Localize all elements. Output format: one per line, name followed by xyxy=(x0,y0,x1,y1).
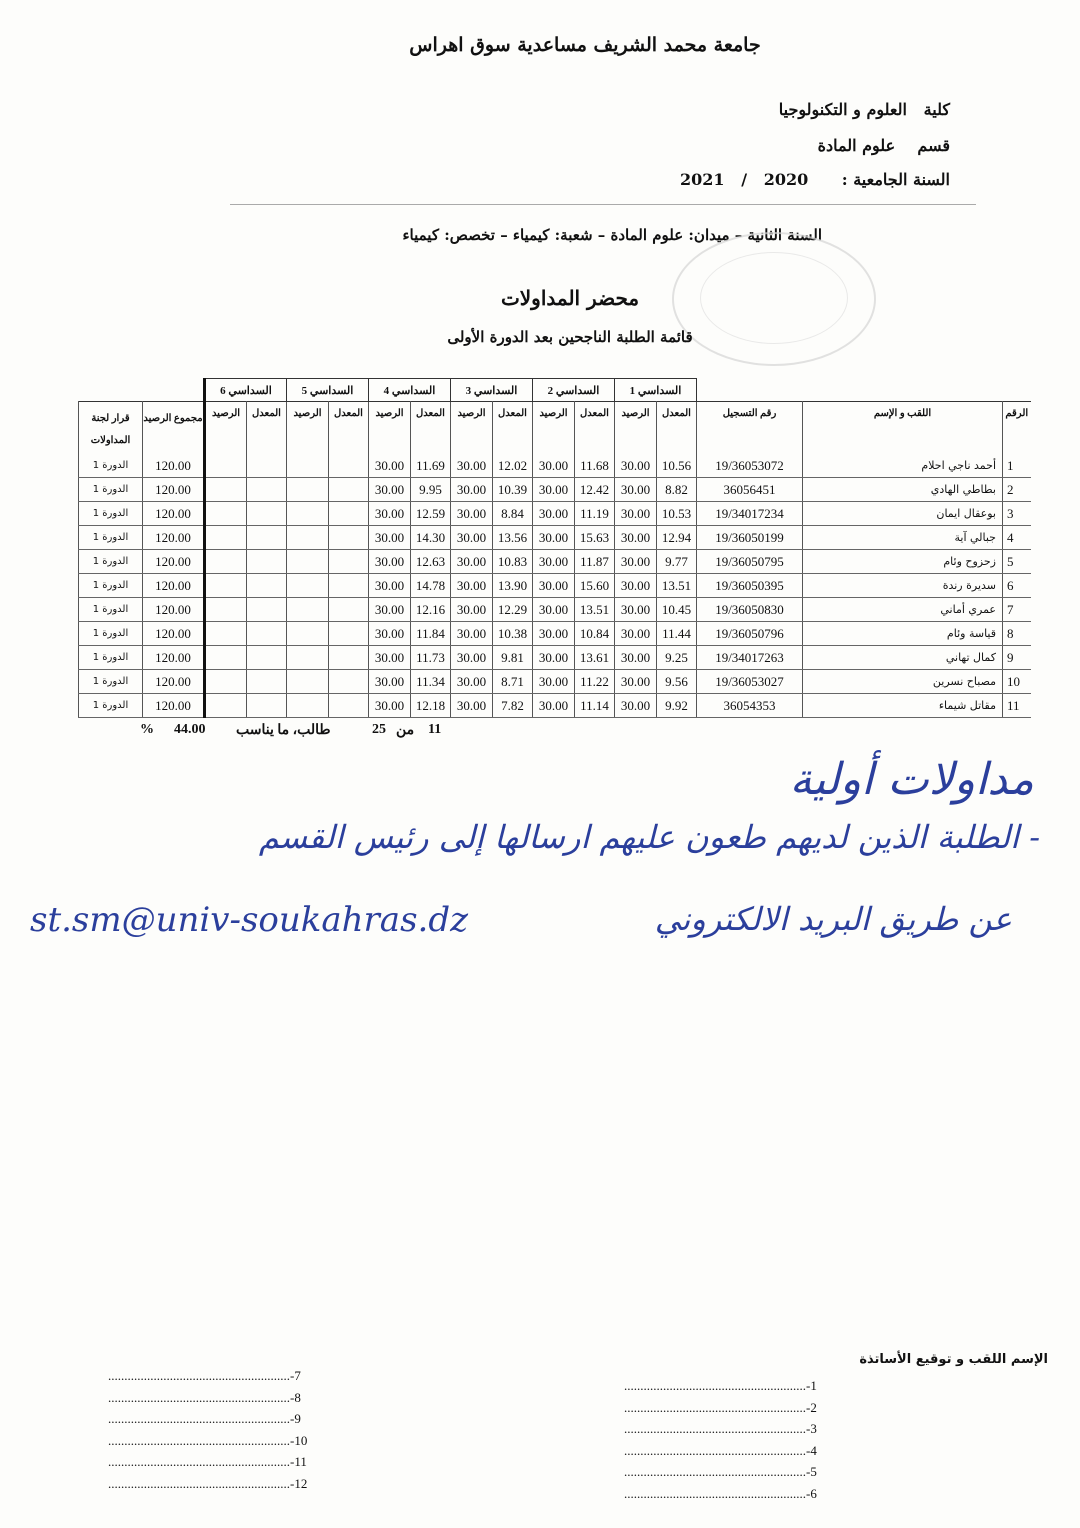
s2-avg-cell: 12.42 xyxy=(575,478,615,502)
s2-avg-cell: 15.63 xyxy=(575,526,615,550)
table-row xyxy=(79,646,1031,670)
signature-line xyxy=(108,1433,307,1449)
signature-line xyxy=(624,1464,817,1480)
registration-cell: 19/36050796 xyxy=(697,622,803,646)
index-cell: 1 xyxy=(1003,454,1031,478)
decision-cell: الدورة 1 xyxy=(79,574,143,598)
s3-credits-cell: 30.00 xyxy=(451,502,493,526)
total-credits-cell: 120.00 xyxy=(143,574,205,598)
passed-count: 11 xyxy=(428,722,442,737)
total-credits-cell: 120.00 xyxy=(143,694,205,718)
signature-number: -6 xyxy=(806,1486,817,1501)
year-label: السنة الجامعية : xyxy=(841,170,950,189)
s5-avg-header: المعدل xyxy=(329,402,369,455)
s3-avg-cell: 10.39 xyxy=(493,478,533,502)
s6-credits-cell xyxy=(205,478,247,502)
registration-cell: 19/36050830 xyxy=(697,598,803,622)
s5-avg-cell xyxy=(329,646,369,670)
s6-credits-cell xyxy=(205,598,247,622)
index-cell: 4 xyxy=(1003,526,1031,550)
s6-credits-cell xyxy=(205,646,247,670)
col-decision-header: قرار لجنة المداولات xyxy=(79,402,143,455)
s4-avg-cell: 14.78 xyxy=(411,574,451,598)
s6-avg-cell xyxy=(247,454,287,478)
student-name-cell: عمري أماني xyxy=(803,598,1003,622)
s1-avg-cell: 10.56 xyxy=(657,454,697,478)
s1-credits-cell: 30.00 xyxy=(615,670,657,694)
s5-avg-cell xyxy=(329,670,369,694)
s5-avg-cell xyxy=(329,502,369,526)
decision-cell: الدورة 1 xyxy=(79,622,143,646)
academic-year-line xyxy=(680,170,950,189)
s5-credits-cell xyxy=(287,550,329,574)
s2-avg-cell: 15.60 xyxy=(575,574,615,598)
table-row xyxy=(79,454,1031,478)
s3-credits-header: الرصيد xyxy=(451,402,493,455)
s2-credits-cell: 30.00 xyxy=(533,598,575,622)
student-name-cell: بطاطي الهادي xyxy=(803,478,1003,502)
total-credits-cell: 120.00 xyxy=(143,478,205,502)
registration-cell: 19/34017234 xyxy=(697,502,803,526)
signature-number: -5 xyxy=(806,1464,817,1480)
s1-credits-cell: 30.00 xyxy=(615,694,657,718)
signature-dots: ........................................................ xyxy=(624,1399,806,1415)
table-row xyxy=(79,574,1031,598)
s5-credits-cell xyxy=(287,598,329,622)
s1-credits-header: الرصيد xyxy=(615,402,657,455)
signature-dots: ........................................................ xyxy=(624,1378,806,1393)
total-credits-cell: 120.00 xyxy=(143,526,205,550)
s2-avg-cell: 11.14 xyxy=(575,694,615,718)
total-credits-cell: 120.00 xyxy=(143,670,205,694)
s3-avg-header: المعدل xyxy=(493,402,533,455)
s1-avg-cell: 9.56 xyxy=(657,670,697,694)
s6-credits-cell xyxy=(205,550,247,574)
signature-line xyxy=(624,1400,817,1416)
decision-cell: الدورة 1 xyxy=(79,598,143,622)
student-name-cell: بوعقال ايمان xyxy=(803,502,1003,526)
semester-3-header: السداسي 3 xyxy=(451,379,533,402)
signature-line xyxy=(624,1378,817,1394)
s6-credits-cell xyxy=(205,502,247,526)
signature-line xyxy=(108,1411,301,1427)
registration-cell: 19/36050795 xyxy=(697,550,803,574)
s4-credits-cell: 30.00 xyxy=(369,574,411,598)
s2-avg-cell: 11.19 xyxy=(575,502,615,526)
s2-credits-header: الرصيد xyxy=(533,402,575,455)
signature-dots: ........................................................ xyxy=(108,1454,290,1470)
student-name-cell: زحزوح وئام xyxy=(803,550,1003,574)
s2-avg-cell: 11.22 xyxy=(575,670,615,694)
s3-credits-cell: 30.00 xyxy=(451,694,493,718)
header-divider xyxy=(230,204,976,205)
s2-credits-cell: 30.00 xyxy=(533,478,575,502)
s4-credits-cell: 30.00 xyxy=(369,550,411,574)
registration-cell: 19/36053072 xyxy=(697,454,803,478)
student-name-cell: جبالي آية xyxy=(803,526,1003,550)
signature-dots: ........................................................ xyxy=(108,1368,290,1383)
s1-credits-cell: 30.00 xyxy=(615,526,657,550)
s4-avg-cell: 11.73 xyxy=(411,646,451,670)
department-label: قسم xyxy=(917,136,950,155)
s3-avg-cell: 12.29 xyxy=(493,598,533,622)
table-row xyxy=(79,478,1031,502)
table-row xyxy=(79,526,1031,550)
table-row xyxy=(79,598,1031,622)
signature-dots: ........................................................ xyxy=(108,1432,290,1448)
s3-credits-cell: 30.00 xyxy=(451,526,493,550)
student-name-cell: سديرة رندة xyxy=(803,574,1003,598)
signature-dots: ........................................................ xyxy=(108,1411,290,1427)
student-name-cell: مصباح نسرين xyxy=(803,670,1003,694)
s1-credits-cell: 30.00 xyxy=(615,598,657,622)
s3-avg-cell: 12.02 xyxy=(493,454,533,478)
index-cell: 3 xyxy=(1003,502,1031,526)
signature-dots: ........................................................ xyxy=(108,1476,290,1491)
registration-cell: 19/36053027 xyxy=(697,670,803,694)
s1-avg-cell: 9.77 xyxy=(657,550,697,574)
signature-dots: ........................................................ xyxy=(108,1389,290,1405)
table-row xyxy=(79,670,1031,694)
s6-credits-cell xyxy=(205,670,247,694)
s3-credits-cell: 30.00 xyxy=(451,550,493,574)
program-line: السنة الثانية – ميدان: علوم المادة – شعبة: كيمياء – تخصص: كيمياء xyxy=(402,226,822,244)
s6-avg-cell xyxy=(247,646,287,670)
s6-avg-cell xyxy=(247,574,287,598)
s2-credits-cell: 30.00 xyxy=(533,622,575,646)
s4-credits-cell: 30.00 xyxy=(369,502,411,526)
s1-avg-cell: 9.25 xyxy=(657,646,697,670)
signature-line xyxy=(108,1390,301,1406)
s3-avg-cell: 8.71 xyxy=(493,670,533,694)
s2-credits-cell: 30.00 xyxy=(533,550,575,574)
document-subtitle: قائمة الطلبة الناجحين بعد الدورة الأولى xyxy=(447,328,693,346)
decision-cell: الدورة 1 xyxy=(79,646,143,670)
index-cell: 10 xyxy=(1003,670,1031,694)
student-name-cell: كمال تهاني xyxy=(803,646,1003,670)
s5-avg-cell xyxy=(329,478,369,502)
s2-credits-cell: 30.00 xyxy=(533,670,575,694)
s5-credits-cell xyxy=(287,670,329,694)
decision-cell: الدورة 1 xyxy=(79,694,143,718)
s5-credits-cell xyxy=(287,694,329,718)
handwritten-email: st.sm@univ-soukahras.dz xyxy=(30,900,469,940)
s1-avg-cell: 11.44 xyxy=(657,622,697,646)
s3-avg-cell: 13.90 xyxy=(493,574,533,598)
semester-1-header: السداسي 1 xyxy=(615,379,697,402)
year-start: 2020 xyxy=(763,170,809,189)
s3-avg-cell: 13.56 xyxy=(493,526,533,550)
index-cell: 7 xyxy=(1003,598,1031,622)
signature-number: -7 xyxy=(290,1368,301,1383)
table-row xyxy=(79,502,1031,526)
student-name-cell: أحمد ناجي احلام xyxy=(803,454,1003,478)
s5-credits-cell xyxy=(287,526,329,550)
total-credits-cell: 120.00 xyxy=(143,646,205,670)
s3-avg-cell: 8.84 xyxy=(493,502,533,526)
s4-avg-cell: 12.18 xyxy=(411,694,451,718)
s3-avg-cell: 9.81 xyxy=(493,646,533,670)
col-index-header: الرقم xyxy=(1003,402,1031,455)
s4-avg-cell: 12.16 xyxy=(411,598,451,622)
s3-avg-cell: 10.83 xyxy=(493,550,533,574)
s1-avg-cell: 10.53 xyxy=(657,502,697,526)
s6-avg-cell xyxy=(247,670,287,694)
s3-credits-cell: 30.00 xyxy=(451,478,493,502)
percent-value: 44.00 xyxy=(174,722,206,737)
semester-header-row xyxy=(79,379,1031,402)
s5-avg-cell xyxy=(329,526,369,550)
s4-avg-cell: 11.69 xyxy=(411,454,451,478)
s1-credits-cell: 30.00 xyxy=(615,502,657,526)
signature-line xyxy=(624,1421,817,1437)
student-name-cell: قياسة وئام xyxy=(803,622,1003,646)
col-total-header: مجموع الرصيد xyxy=(143,402,205,455)
signature-number: -10 xyxy=(290,1432,308,1448)
s2-credits-cell: 30.00 xyxy=(533,574,575,598)
handwritten-title: مداولات أولية xyxy=(789,754,1034,805)
s4-credits-cell: 30.00 xyxy=(369,670,411,694)
signature-line xyxy=(108,1454,307,1470)
handwritten-line-2: عن طريق البريد الالكتروني xyxy=(654,900,1012,938)
signature-line xyxy=(624,1486,817,1502)
s4-credits-header: الرصيد xyxy=(369,402,411,455)
registration-cell: 36056451 xyxy=(697,478,803,502)
s6-avg-cell xyxy=(247,526,287,550)
semester-6-header: السداسي 6 xyxy=(205,379,287,402)
column-header-row xyxy=(79,402,1031,455)
table-row xyxy=(79,694,1031,718)
s4-avg-cell: 12.59 xyxy=(411,502,451,526)
s5-credits-cell xyxy=(287,622,329,646)
s1-credits-cell: 30.00 xyxy=(615,550,657,574)
registration-cell: 19/36050395 xyxy=(697,574,803,598)
s6-credits-cell xyxy=(205,454,247,478)
signature-number: -12 xyxy=(290,1476,308,1491)
s6-credits-cell xyxy=(205,526,247,550)
faculty-label: كلية xyxy=(923,100,950,119)
signature-dots: ........................................................ xyxy=(624,1421,806,1437)
faculty-line xyxy=(779,100,950,119)
s5-credits-cell xyxy=(287,574,329,598)
s1-avg-cell: 12.94 xyxy=(657,526,697,550)
total-credits-cell: 120.00 xyxy=(143,598,205,622)
document-title: محضر المداولات xyxy=(500,286,640,310)
registration-cell: 36054353 xyxy=(697,694,803,718)
s5-avg-cell xyxy=(329,550,369,574)
decision-cell: الدورة 1 xyxy=(79,670,143,694)
s4-avg-cell: 12.63 xyxy=(411,550,451,574)
signature-number: -9 xyxy=(290,1411,301,1427)
signature-dots: ........................................................ xyxy=(624,1442,806,1458)
s2-avg-cell: 10.84 xyxy=(575,622,615,646)
s3-avg-cell: 10.38 xyxy=(493,622,533,646)
department-value: علوم المادة xyxy=(817,136,896,155)
s6-avg-cell xyxy=(247,550,287,574)
decision-cell: الدورة 1 xyxy=(79,502,143,526)
s6-avg-cell xyxy=(247,478,287,502)
s5-avg-cell xyxy=(329,622,369,646)
s1-avg-cell: 13.51 xyxy=(657,574,697,598)
signature-number: -4 xyxy=(806,1442,817,1458)
signature-dots: ........................................................ xyxy=(624,1486,806,1501)
s3-credits-cell: 30.00 xyxy=(451,454,493,478)
year-separator: / xyxy=(741,170,748,189)
s5-avg-cell xyxy=(329,454,369,478)
index-cell: 2 xyxy=(1003,478,1031,502)
semester-4-header: السداسي 4 xyxy=(369,379,451,402)
s2-credits-cell: 30.00 xyxy=(533,454,575,478)
signature-line xyxy=(108,1368,301,1384)
s2-avg-cell: 13.61 xyxy=(575,646,615,670)
decision-cell: الدورة 1 xyxy=(79,526,143,550)
handwritten-line-1: - الطلبة الذين لديهم طعون عليهم ارسالها إلى رئيس القسم xyxy=(258,818,1040,856)
s1-avg-cell: 9.92 xyxy=(657,694,697,718)
s5-avg-cell xyxy=(329,574,369,598)
decision-cell: الدورة 1 xyxy=(79,478,143,502)
table-row xyxy=(79,550,1031,574)
faculty-value: العلوم و التكنولوجيا xyxy=(778,100,907,119)
col-name-header: اللقب و الإسم xyxy=(803,402,1003,455)
s2-avg-header: المعدل xyxy=(575,402,615,455)
semester-2-header: السداسي 2 xyxy=(533,379,615,402)
s3-avg-cell: 7.82 xyxy=(493,694,533,718)
s1-credits-cell: 30.00 xyxy=(615,622,657,646)
total-credits-cell: 120.00 xyxy=(143,550,205,574)
decision-cell: الدورة 1 xyxy=(79,454,143,478)
s1-avg-header: المعدل xyxy=(657,402,697,455)
s4-credits-cell: 30.00 xyxy=(369,454,411,478)
of-label: من xyxy=(396,723,415,738)
s5-credits-cell xyxy=(287,454,329,478)
s1-avg-cell: 10.45 xyxy=(657,598,697,622)
s1-avg-cell: 8.82 xyxy=(657,478,697,502)
s4-avg-cell: 9.95 xyxy=(411,478,451,502)
percent-sign: % xyxy=(140,722,154,737)
total-credits-cell: 120.00 xyxy=(143,622,205,646)
table-row xyxy=(79,622,1031,646)
s6-credits-cell xyxy=(205,622,247,646)
s6-avg-header: المعدل xyxy=(247,402,287,455)
s3-credits-cell: 30.00 xyxy=(451,670,493,694)
s2-credits-cell: 30.00 xyxy=(533,502,575,526)
signature-number: -11 xyxy=(290,1454,307,1470)
index-cell: 5 xyxy=(1003,550,1031,574)
s3-credits-cell: 30.00 xyxy=(451,574,493,598)
index-cell: 11 xyxy=(1003,694,1031,718)
index-cell: 8 xyxy=(1003,622,1031,646)
total-students: 25 xyxy=(372,722,386,737)
s2-credits-cell: 30.00 xyxy=(533,694,575,718)
s5-avg-cell xyxy=(329,694,369,718)
s4-credits-cell: 30.00 xyxy=(369,598,411,622)
s2-avg-cell: 13.51 xyxy=(575,598,615,622)
signature-number: -1 xyxy=(806,1378,817,1393)
s2-avg-cell: 11.87 xyxy=(575,550,615,574)
year-end: 2021 xyxy=(679,170,725,189)
s2-avg-cell: 11.68 xyxy=(575,454,615,478)
s5-credits-cell xyxy=(287,478,329,502)
department-line xyxy=(818,136,950,155)
s6-avg-cell xyxy=(247,622,287,646)
signature-line xyxy=(108,1476,307,1492)
s1-credits-cell: 30.00 xyxy=(615,454,657,478)
total-credits-cell: 120.00 xyxy=(143,502,205,526)
col-registration-header: رقم التسجيل xyxy=(697,402,803,455)
signature-number: -2 xyxy=(806,1399,817,1415)
registration-cell: 19/36050199 xyxy=(697,526,803,550)
s4-avg-cell: 14.30 xyxy=(411,526,451,550)
s4-credits-cell: 30.00 xyxy=(369,526,411,550)
s5-credits-cell xyxy=(287,502,329,526)
index-cell: 6 xyxy=(1003,574,1031,598)
deliberation-table xyxy=(78,378,1031,718)
s4-credits-cell: 30.00 xyxy=(369,622,411,646)
s6-avg-cell xyxy=(247,502,287,526)
s3-credits-cell: 30.00 xyxy=(451,598,493,622)
s6-credits-cell xyxy=(205,694,247,718)
s6-avg-cell xyxy=(247,598,287,622)
semester-5-header: السداسي 5 xyxy=(287,379,369,402)
s6-credits-header: الرصيد xyxy=(205,402,247,455)
university-name: جامعة محمد الشريف مساعدية سوق اهراس xyxy=(409,34,761,56)
s4-credits-cell: 30.00 xyxy=(369,478,411,502)
s2-credits-cell: 30.00 xyxy=(533,526,575,550)
student-name-cell: مقاتل شيماء xyxy=(803,694,1003,718)
signature-line xyxy=(624,1443,817,1459)
s1-credits-cell: 30.00 xyxy=(615,478,657,502)
registration-cell: 19/34017263 xyxy=(697,646,803,670)
s6-credits-cell xyxy=(205,574,247,598)
signature-number: -3 xyxy=(806,1421,817,1437)
s4-credits-cell: 30.00 xyxy=(369,646,411,670)
s4-avg-cell: 11.34 xyxy=(411,670,451,694)
signature-dots: ........................................................ xyxy=(624,1464,806,1480)
index-cell: 9 xyxy=(1003,646,1031,670)
s4-avg-header: المعدل xyxy=(411,402,451,455)
s5-credits-header: الرصيد xyxy=(287,402,329,455)
s6-avg-cell xyxy=(247,694,287,718)
s3-credits-cell: 30.00 xyxy=(451,646,493,670)
s1-credits-cell: 30.00 xyxy=(615,646,657,670)
signature-number: -8 xyxy=(290,1389,301,1405)
signatures-title: الإسم اللقب و توقيع الأساتذة xyxy=(859,1352,1048,1367)
s3-credits-cell: 30.00 xyxy=(451,622,493,646)
student-label: طالب، ما يناسب xyxy=(236,723,331,738)
s1-credits-cell: 30.00 xyxy=(615,574,657,598)
decision-cell: الدورة 1 xyxy=(79,550,143,574)
s4-avg-cell: 11.84 xyxy=(411,622,451,646)
s5-credits-cell xyxy=(287,646,329,670)
total-credits-cell: 120.00 xyxy=(143,454,205,478)
s4-credits-cell: 30.00 xyxy=(369,694,411,718)
s2-credits-cell: 30.00 xyxy=(533,646,575,670)
s5-avg-cell xyxy=(329,598,369,622)
